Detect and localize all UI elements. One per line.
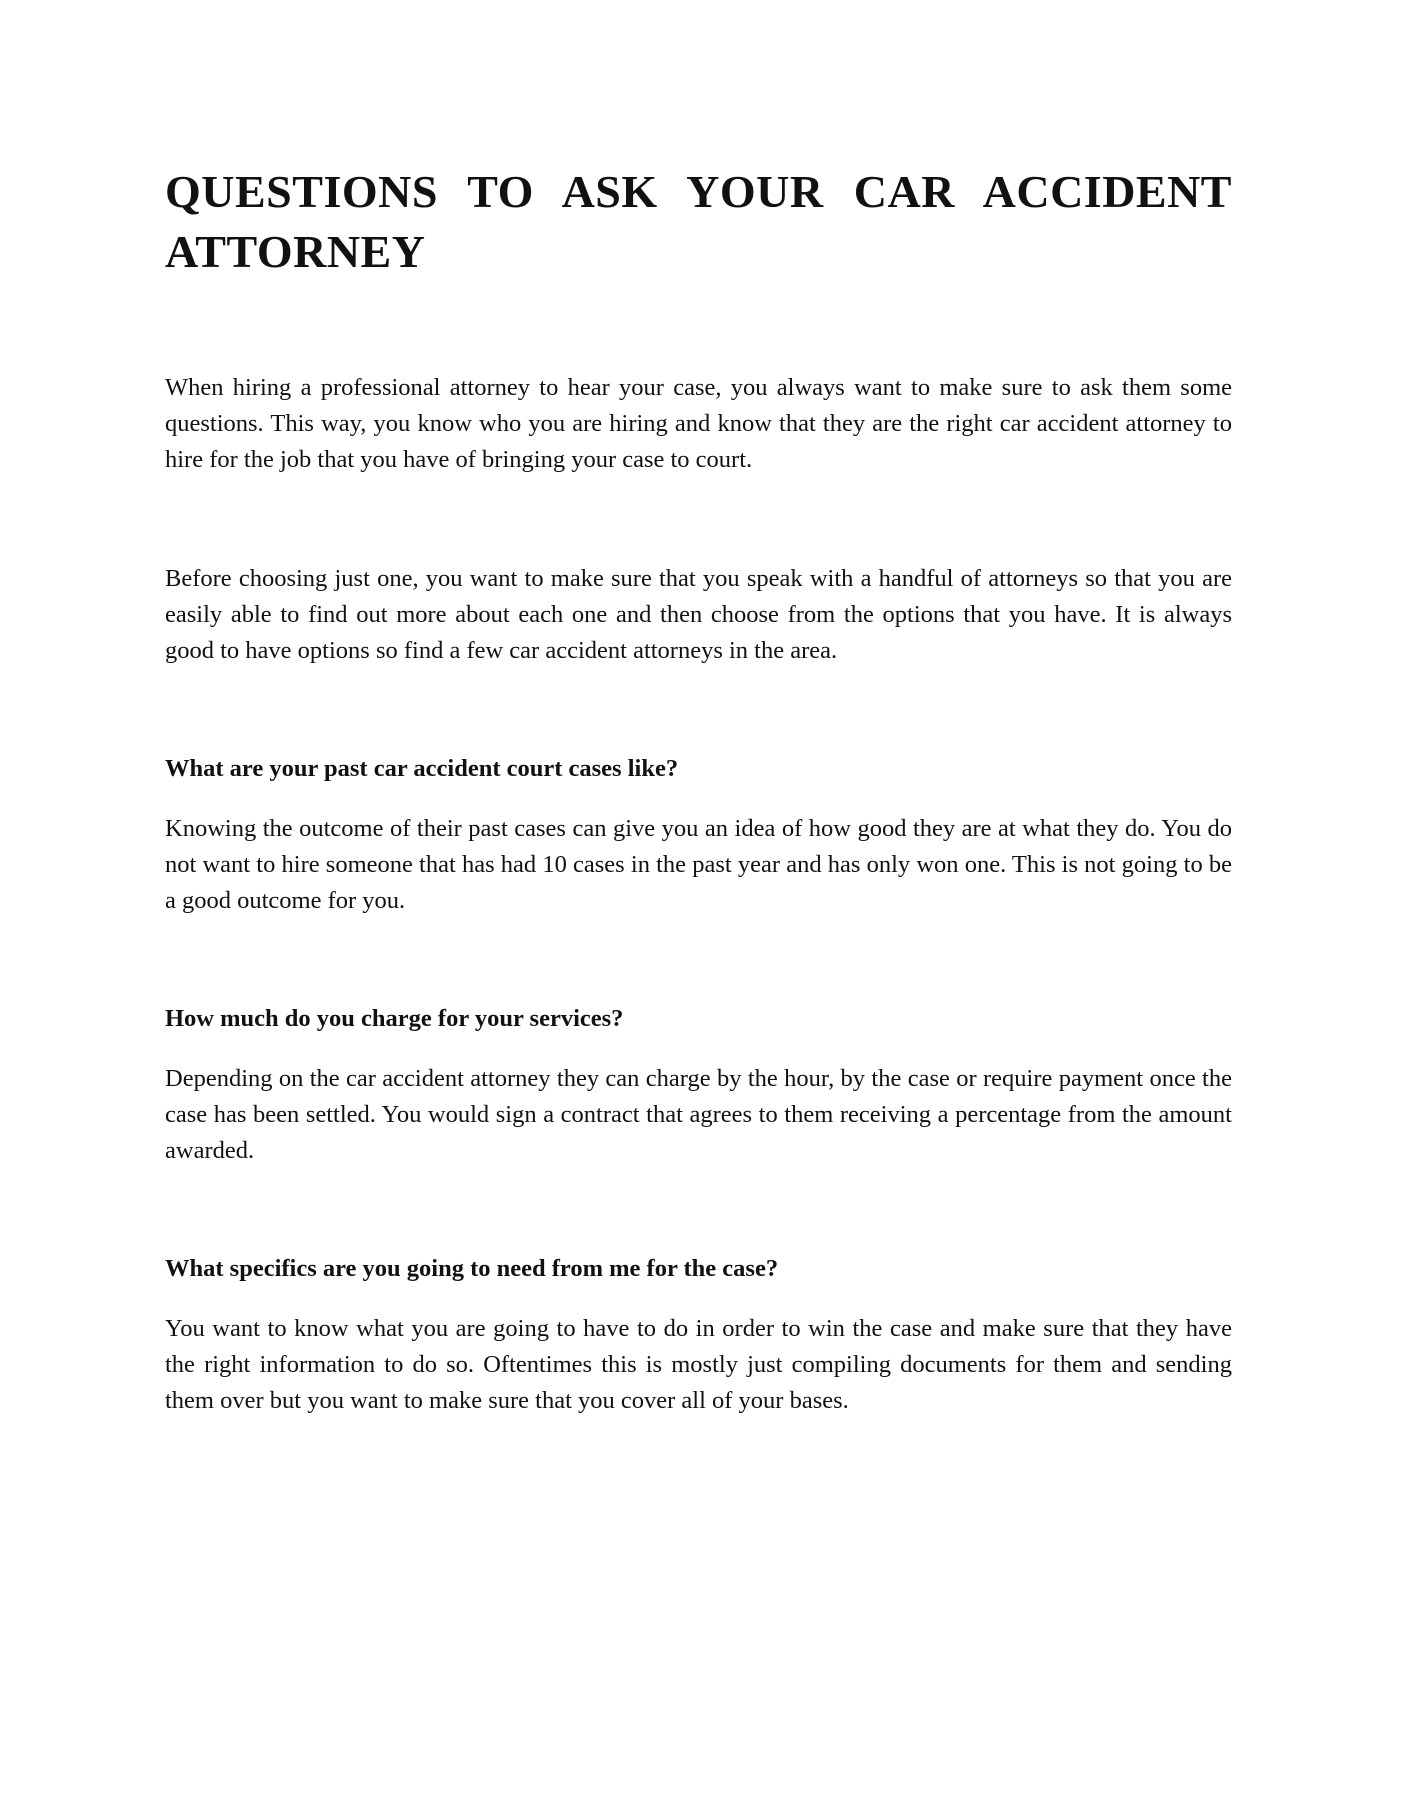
question-answer: Knowing the outcome of their past cases can give you an idea of how good they are at what they do. You do not want to hire someone that has had 10 cases in the past year and has only won one. This is not going to be a good outcome for you. (165, 815, 1232, 914)
question-section-3 (165, 1251, 1232, 1419)
question-section-2 (165, 1001, 1232, 1169)
document-body (165, 162, 1232, 1419)
question-heading: What specifics are you going to need from me for the case? (165, 1255, 779, 1282)
document-title: QUESTIONS TO ASK YOUR CAR ACCIDENT ATTORNEY (165, 166, 1232, 277)
intro-paragraph-2: Before choosing just one, you want to make sure that you speak with a handful of attorneys so that you are easily able to find out more about each one and then choose from the options that you have. It is always good to have options so find a few car accident attorneys in the area. (165, 565, 1232, 664)
intro-paragraph-1: When hiring a professional attorney to hear your case, you always want to make sure to ask them some questions. This way, you know who you are hiring and know that they are the right car accident attorney to hire for the job that you have of bringing your case to court. (165, 374, 1232, 473)
question-heading: What are your past car accident court cases like? (165, 755, 679, 782)
question-answer: You want to know what you are going to have to do in order to win the case and make sure that they have the right information to do so. Oftentimes this is mostly just compiling documents for them and sending them over but you want to make sure that you cover all of your bases. (165, 1315, 1232, 1414)
question-heading: How much do you charge for your services? (165, 1005, 624, 1032)
question-section-1 (165, 751, 1232, 919)
question-answer: Depending on the car accident attorney they can charge by the hour, by the case or require payment once the case has been settled. You would sign a contract that agrees to them receiving a percentage from the amount awarded. (165, 1065, 1232, 1164)
